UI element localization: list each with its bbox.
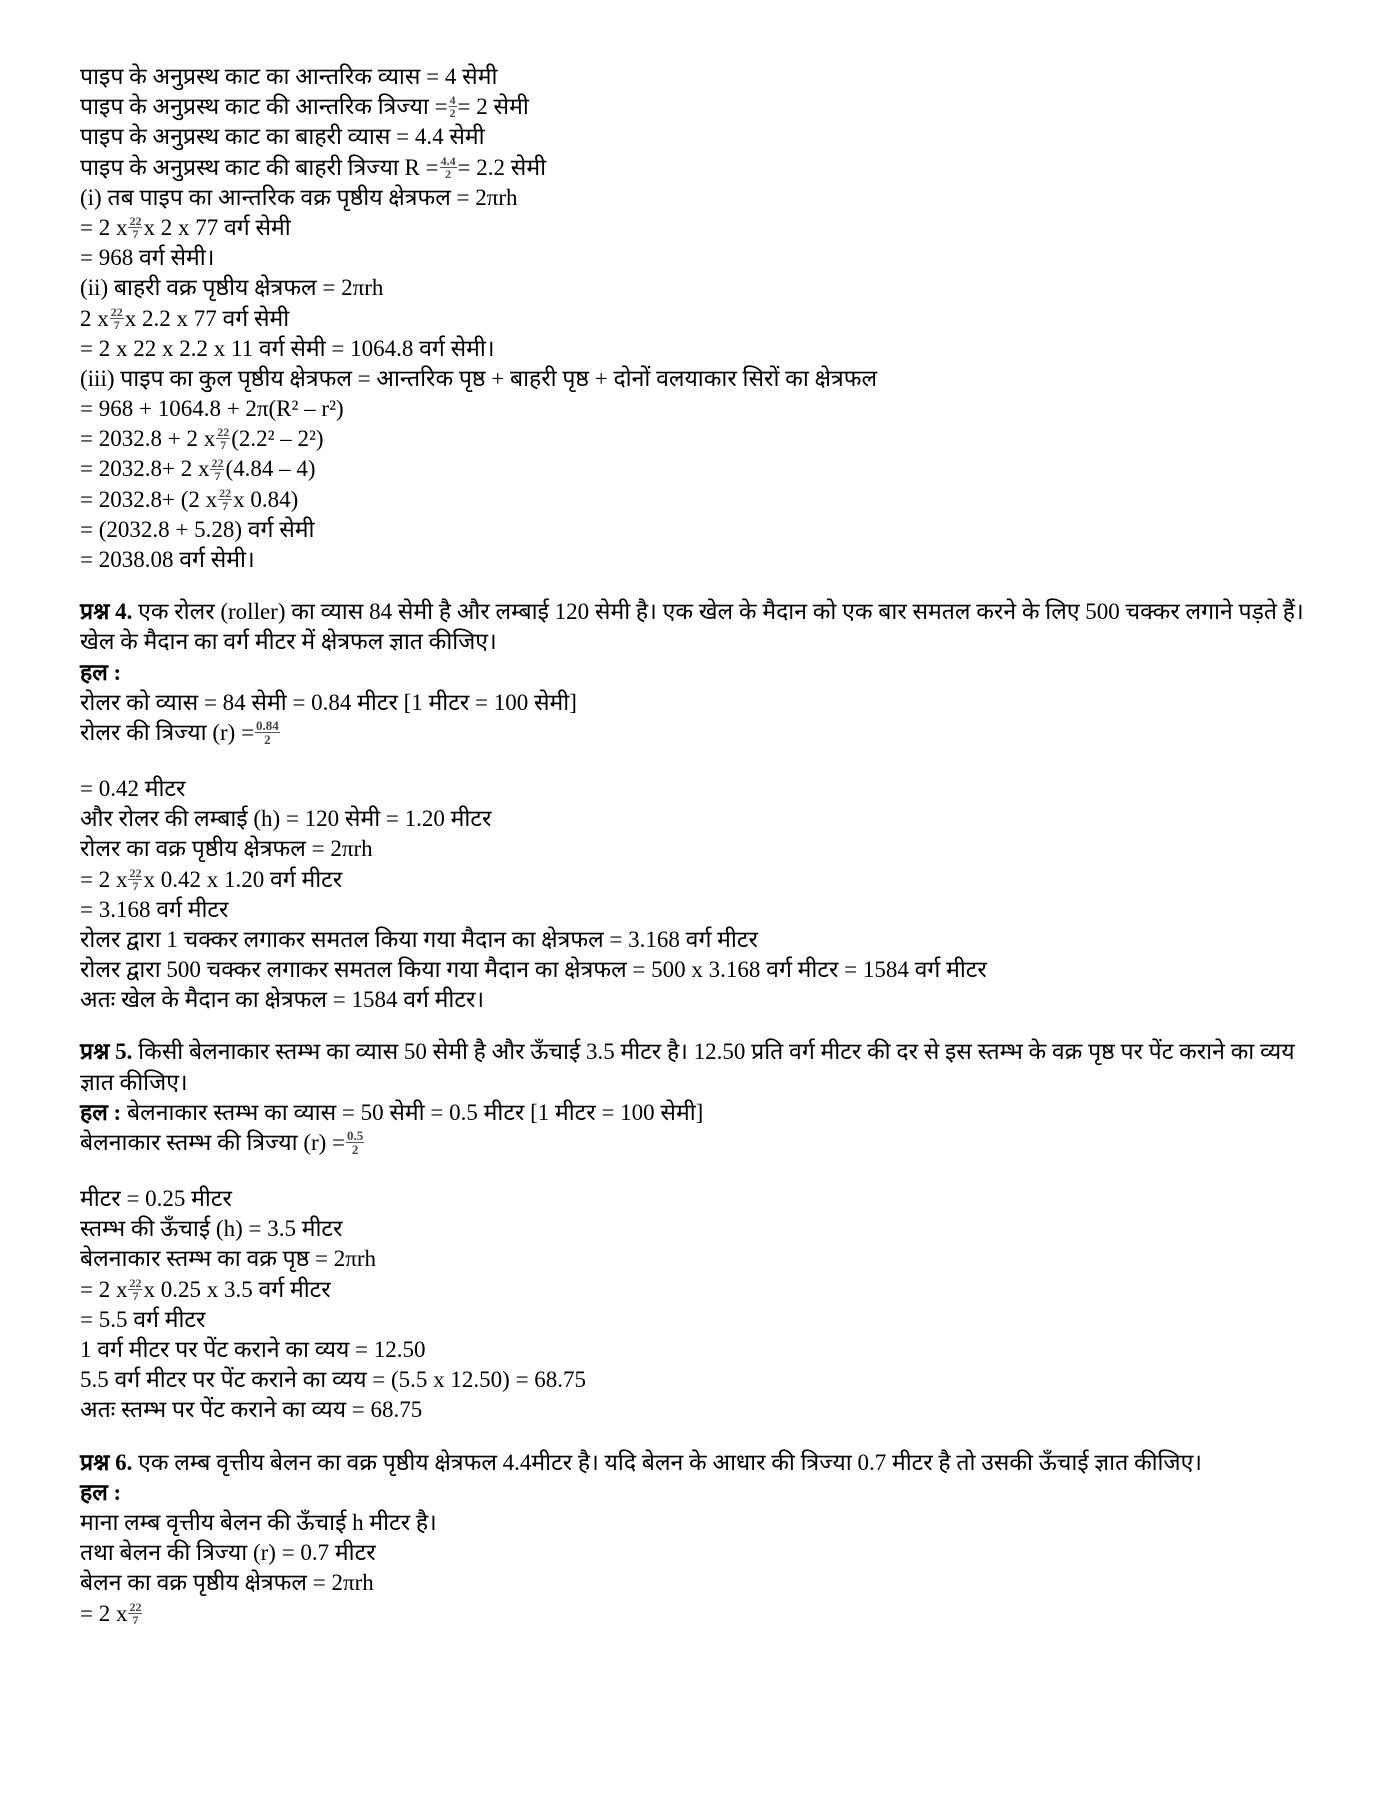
fraction: $\frac{4.4}{2}$ xyxy=(440,153,456,181)
text-line: पाइप के अनुप्रस्थ काट की बाहरी त्रिज्या R = $\frac{4.4}{2}$ = 2.2 सेमी xyxy=(80,153,547,181)
question-label: प्रश्न 5. xyxy=(80,1039,133,1065)
text-line: पाइप के अनुप्रस्थ काट का बाहरी व्यास = 4.4 सेमी xyxy=(80,124,485,150)
fraction: $\frac{4}{2}$ xyxy=(449,93,456,121)
text-line: = 2032.8 + 2 x $\frac{22}{7}$ (2.2² – 2²) xyxy=(80,425,324,453)
text-line: = 968 वर्ग सेमी। xyxy=(80,245,215,271)
fraction: $\frac{22}{7}$ xyxy=(129,214,142,242)
text-line: मीटर = 0.25 मीटर xyxy=(80,1186,232,1212)
text-line: रोलर का वक्र पृष्ठीय क्षेत्रफल = 2πrh xyxy=(80,836,373,862)
fraction: $\frac{22}{7}$ xyxy=(110,304,123,332)
question-4 xyxy=(80,597,1309,657)
text-line: = 2032.8+ 2 x $\frac{22}{7}$ (4.84 – 4) xyxy=(80,455,316,483)
text-line: (ii) बाहरी वक्र पृष्ठीय क्षेत्रफल = 2πrh xyxy=(80,275,384,301)
text-line: बेलनाकार स्तम्भ का वक्र पृष्ठ = 2πrh xyxy=(80,1246,377,1272)
text-line: = 968 + 1064.8 + 2π(R² – r²) xyxy=(80,396,344,422)
text-line: = (2032.8 + 5.28) वर्ग सेमी xyxy=(80,516,315,542)
text-line: स्तम्भ की ऊँचाई (h) = 3.5 मीटर xyxy=(80,1216,343,1242)
fraction: $\frac{22}{7}$ xyxy=(129,1275,142,1303)
text-line: बेलन का वक्र पृष्ठीय क्षेत्रफल = 2πrh xyxy=(80,1570,374,1596)
text-line: = 2 x $\frac{22}{7}$ x 0.25 x 3.5 वर्ग मीटर xyxy=(80,1275,331,1303)
question-text: एक रोलर (roller) का व्यास 84 सेमी है और लम्बाई 120 सेमी है। एक खेल के मैदान को एक बार समतल करने के लिए 500 चक्कर लगाने पड़ते हैं। खेल के मैदान का वर्ग मीटर में क्षेत्रफल ज्ञात कीजिए। xyxy=(80,599,1304,655)
question-label: प्रश्न 6. xyxy=(80,1449,133,1475)
text-line: 5.5 वर्ग मीटर पर पेंट कराने का व्यय = (5.5 x 12.50) = 68.75 xyxy=(80,1367,587,1393)
text-line: = 2038.08 वर्ग सेमी। xyxy=(80,547,255,572)
fraction: $\frac{22}{7}$ xyxy=(129,865,142,893)
solution-heading: हल : xyxy=(80,1479,122,1505)
question-5 xyxy=(80,1037,1309,1097)
text-line: 1 वर्ग मीटर पर पेंट कराने का व्यय = 12.50 xyxy=(80,1337,426,1362)
question-label: प्रश्न 4. xyxy=(80,599,133,625)
question-text: किसी बेलनाकार स्तम्भ का व्यास 50 सेमी है और ऊँचाई 3.5 मीटर है। 12.50 प्रति वर्ग मीटर की दर से इस स्तम्भ के वक्र पृष्ठ पर पेंट कराने का व्यय ज्ञात कीजिए। xyxy=(80,1039,1295,1095)
text-line: = 5.5 वर्ग मीटर xyxy=(80,1306,206,1332)
text-line: बेलनाकार स्तम्भ की त्रिज्या (r) = $\frac{0.5}{2}$ xyxy=(80,1128,364,1158)
fraction: $\frac{0.5}{2}$ xyxy=(347,1128,364,1158)
question-text: एक लम्ब वृत्तीय बेलन का वक्र पृष्ठीय क्षेत्रफल 4.4मीटर है। यदि बेलन के आधार की त्रिज्या 0.7 मीटर है तो उसकी ऊँचाई ज्ञात कीजिए। xyxy=(132,1449,1203,1475)
text-line: = 0.42 मीटर xyxy=(80,775,186,801)
text-line: रोलर द्वारा 500 चक्कर लगाकर समतल किया गया मैदान का क्षेत्रफल = 500 x 3.168 वर्ग मीटर = 1584 वर्ग मीटर xyxy=(80,957,987,983)
text-line: और रोलर की लम्बाई (h) = 120 सेमी = 1.20 मीटर xyxy=(80,806,492,832)
text-line: = 2 x $\frac{22}{7}$ xyxy=(80,1599,142,1627)
fraction: $\frac{22}{7}$ xyxy=(129,1599,142,1627)
fraction: $\frac{0.84}{2}$ xyxy=(256,718,279,748)
text-line: पाइप के अनुप्रस्थ काट का आन्तरिक व्यास = 4 सेमी xyxy=(80,64,498,89)
text-line: = 2 x $\frac{22}{7}$ x 2 x 77 वर्ग सेमी xyxy=(80,214,291,242)
fraction: $\frac{22}{7}$ xyxy=(217,425,230,453)
text-line: 2 x $\frac{22}{7}$ x 2.2 x 77 वर्ग सेमी xyxy=(80,304,290,332)
solution-heading: हल : xyxy=(80,1099,122,1125)
text-line: पाइप के अनुप्रस्थ काट की आन्तरिक त्रिज्या = $\frac{4}{2}$ = 2 सेमी xyxy=(80,93,529,121)
text-line: = 2 x 22 x 2.2 x 11 वर्ग सेमी = 1064.8 वर्ग सेमी। xyxy=(80,335,495,361)
text-line: (iii) पाइप का कुल पृष्ठीय क्षेत्रफल = आन्तरिक पृष्ठ + बाहरी पृष्ठ + दोनों वलयाकार सिरों का क्षेत्रफल xyxy=(80,365,878,391)
text-line: अतः स्तम्भ पर पेंट कराने का व्यय = 68.75 xyxy=(80,1397,423,1423)
text-line: रोलर को व्यास = 84 सेमी = 0.84 मीटर [1 मीटर = 100 सेमी] xyxy=(80,689,577,715)
fraction: $\frac{22}{7}$ xyxy=(219,485,232,513)
solution-heading: हल : xyxy=(80,659,122,685)
text-line: तथा बेलन की त्रिज्या (r) = 0.7 मीटर xyxy=(80,1540,376,1566)
text-line: रोलर की त्रिज्या (r) = $\frac{0.84}{2}$ xyxy=(80,718,279,748)
text-line: = 3.168 वर्ग मीटर xyxy=(80,896,229,922)
text-line: = 2 x $\frac{22}{7}$ x 0.42 x 1.20 वर्ग मीटर xyxy=(80,865,343,893)
text-line: अतः खेल के मैदान का क्षेत्रफल = 1584 वर्ग मीटर। xyxy=(80,987,485,1013)
text-line: (i) तब पाइप का आन्तरिक वक्र पृष्ठीय क्षेत्रफल = 2πrh xyxy=(80,184,518,210)
question-6 xyxy=(80,1448,1309,1478)
text-line: हल : बेलनाकार स्तम्भ का व्यास = 50 सेमी = 0.5 मीटर [1 मीटर = 100 सेमी] xyxy=(80,1099,704,1125)
text-line: माना लम्ब वृत्तीय बेलन की ऊँचाई h मीटर है। xyxy=(80,1509,437,1535)
text-line: = 2032.8+ (2 x $\frac{22}{7}$ x 0.84) xyxy=(80,485,299,513)
fraction: $\frac{22}{7}$ xyxy=(211,455,224,483)
text-line: रोलर द्वारा 1 चक्कर लगाकर समतल किया गया मैदान का क्षेत्रफल = 3.168 वर्ग मीटर xyxy=(80,926,758,952)
